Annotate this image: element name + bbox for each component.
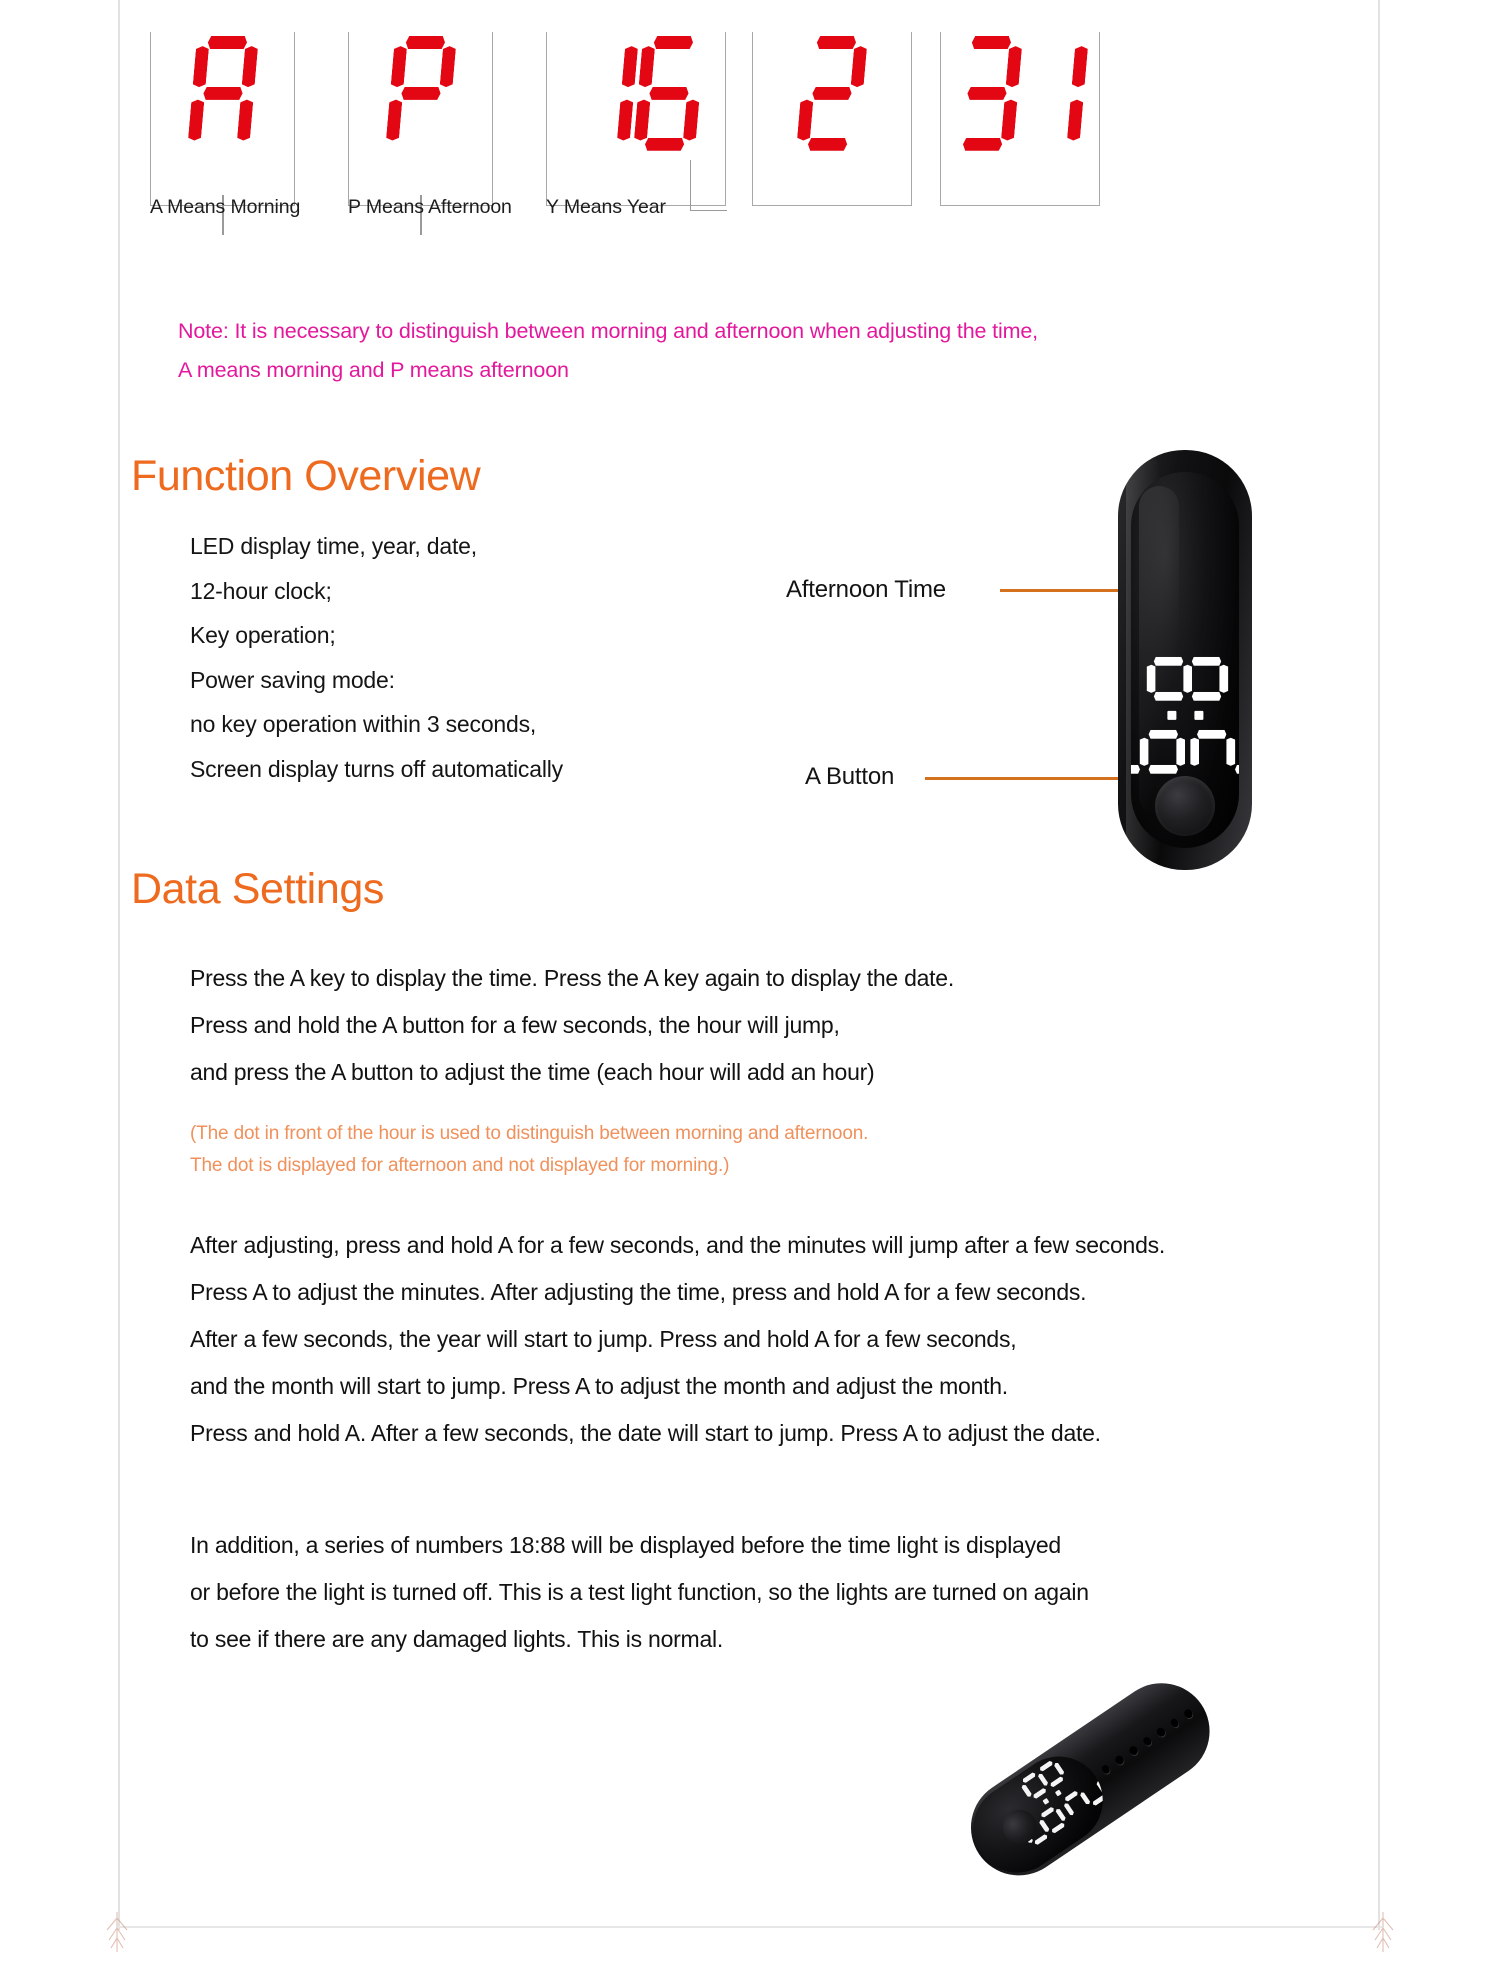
led-hour-digits: [1014, 1757, 1068, 1805]
a-button[interactable]: [1155, 776, 1215, 836]
paragraph-data-settings: [190, 955, 1310, 1096]
watch-product-image-angled: [940, 1640, 1240, 1925]
function-overview-list: [190, 524, 710, 791]
watch-led-display: [1131, 643, 1239, 778]
paragraph-line: Press the A key to display the time. Press the A key again to display the date.: [190, 965, 954, 991]
legend-cell-a: [150, 6, 295, 211]
led-colon: [1167, 711, 1203, 720]
note-line-2: The dot is displayed for afternoon and not displayed for morning.): [190, 1155, 730, 1176]
caption-year: Y Means Year: [546, 196, 666, 218]
caption-morning: A Means Morning: [150, 196, 301, 218]
legend-digits-a: [150, 6, 295, 181]
led-legend-strip: [150, 0, 1290, 218]
legend-digits-p: [348, 6, 493, 181]
page-border-bottom: [118, 1926, 1382, 1928]
paragraph-line: or before the light is turned off. This is a test light function, so the lights are turned on again: [190, 1579, 1089, 1605]
callout-label-afternoon-time: Afternoon Time: [786, 576, 946, 603]
list-item: 12-hour clock;: [190, 577, 332, 604]
list-item: Power saving mode:: [190, 666, 395, 693]
caption-afternoon: P Means Afternoon: [348, 196, 512, 218]
list-item: Key operation;: [190, 622, 336, 648]
legend-cell-year: [546, 6, 726, 211]
heading-function-overview: Function Overview: [131, 452, 481, 500]
watch-product-image-upright: [1090, 450, 1280, 870]
note-line-1: (The dot in front of the hour is used to distinguish between morning and afternoon.: [190, 1123, 869, 1144]
legend-digits-month: [752, 6, 912, 181]
legend-digits-date: [940, 6, 1100, 181]
paragraph-line: and the month will start to jump. Press A to adjust the month and adjust the month.: [190, 1373, 1008, 1399]
paragraph-line: and press the A button to adjust the time (each hour will add an hour): [190, 1059, 875, 1085]
paragraph-adjust-procedure: [190, 1222, 1390, 1457]
paragraph-line: to see if there are any damaged lights. This is normal.: [190, 1626, 723, 1652]
corner-ornament-right: [1366, 1910, 1400, 1954]
legend-caption-row: [150, 196, 1290, 230]
note-morning-afternoon: [178, 312, 1238, 390]
list-item: LED display time, year, date,: [190, 533, 477, 559]
paragraph-line: After adjusting, press and hold A for a few seconds, and the minutes will jump after a few seconds.: [190, 1232, 1166, 1258]
heading-data-settings: Data Settings: [131, 865, 384, 913]
legend-digits-year: [546, 6, 726, 181]
legend-cell-month: [752, 6, 912, 211]
paragraph-line: In addition, a series of numbers 18:88 will be displayed before the time light is displayed: [190, 1532, 1061, 1558]
paragraph-line: Press and hold the A button for a few seconds, the hour will jump,: [190, 1012, 840, 1038]
led-minute-digits: [1131, 730, 1239, 778]
paragraph-line: After a few seconds, the year will start to jump. Press and hold A for a few seconds,: [190, 1326, 1017, 1352]
list-item: Screen display turns off automatically: [190, 755, 563, 782]
note-line-1: Note: It is necessary to distinguish between morning and afternoon when adjusting the time,: [178, 319, 1038, 343]
legend-cell-p: [348, 6, 493, 211]
paragraph-line: Press A to adjust the minutes. After adjusting the time, press and hold A for a few seconds.: [190, 1279, 1087, 1305]
note-line-2: A means morning and P means afternoon: [178, 358, 569, 382]
callout-label-a-button: A Button: [805, 763, 895, 790]
note-dot-indicator: [190, 1118, 1090, 1182]
led-hour-digits: [1142, 657, 1228, 701]
list-item: no key operation within 3 seconds,: [190, 711, 537, 737]
corner-ornament-left: [100, 1910, 134, 1954]
legend-cell-date: [940, 6, 1100, 211]
paragraph-line: Press and hold A. After a few seconds, the date will start to jump. Press A to adjust the date.: [190, 1420, 1101, 1446]
